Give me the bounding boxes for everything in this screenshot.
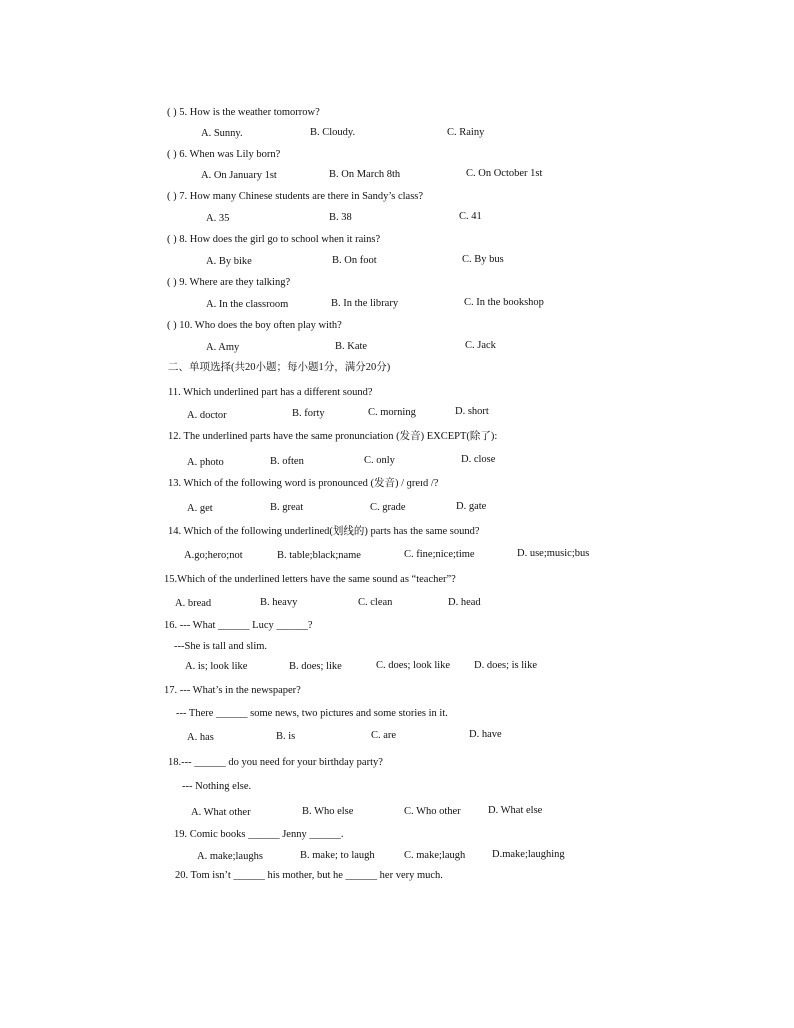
- q8-option-b: B. On foot: [332, 255, 377, 266]
- question-19: 19. Comic books ______ Jenny ______.: [174, 829, 344, 840]
- q9-option-c: C. In the bookshop: [464, 297, 544, 308]
- q11-option-a: A. doctor: [187, 410, 227, 421]
- question-15: 15.Which of the underlined letters have the same sound as “teacher”?: [164, 574, 456, 585]
- q18-option-c: C. Who other: [404, 806, 461, 817]
- q8-option-c: C. By bus: [462, 254, 504, 265]
- q5-option-b: B. Cloudy.: [310, 127, 356, 138]
- q5-option-a: A. Sunny.: [201, 128, 243, 139]
- q18-option-b: B. Who else: [302, 806, 354, 817]
- question-18: 18.--- ______ do you need for your birthday party?: [168, 757, 383, 768]
- q6-option-a: A. On January 1st: [201, 170, 277, 181]
- q14-option-c: C. fine;nice;time: [404, 549, 475, 560]
- q12-option-c: C. only: [364, 455, 395, 466]
- q10-option-a: A. Amy: [206, 342, 240, 353]
- question-10: ( ) 10. Who does the boy often play with?: [167, 320, 342, 331]
- q6-option-b: B. On March 8th: [329, 169, 401, 180]
- question-20: 20. Tom isn’t ______ his mother, but he ______ her very much.: [175, 870, 443, 881]
- q14-option-a: A.go;hero;not: [184, 550, 243, 561]
- question-14: 14. Which of the following underlined(划线的) parts has the same sound?: [168, 526, 480, 537]
- q14-option-d: D. use;music;bus: [517, 548, 590, 559]
- question-8: ( ) 8. How does the girl go to school when it rains?: [167, 234, 381, 245]
- q12-option-a: A. photo: [187, 457, 224, 468]
- q13-option-d: D. gate: [456, 501, 487, 512]
- q9-option-b: B. In the library: [331, 298, 399, 309]
- question-9: ( ) 9. Where are they talking?: [167, 277, 291, 288]
- q16-option-a: A. is; look like: [185, 661, 248, 672]
- question-11: 11. Which underlined part has a different sound?: [168, 387, 373, 398]
- q14-option-b: B. table;black;name: [277, 550, 361, 561]
- question-12: 12. The underlined parts have the same pronunciation (发音) EXCEPT(除了):: [168, 431, 498, 442]
- q11-option-c: C. morning: [368, 407, 416, 418]
- question-7: ( ) 7. How many Chinese students are there in Sandy’s class?: [167, 191, 424, 202]
- question-17: 17. --- What’s in the newspaper?: [164, 685, 301, 696]
- q19-option-d: D.make;laughing: [492, 849, 565, 860]
- q5-option-c: C. Rainy: [447, 127, 485, 138]
- question-18-answer-line: --- Nothing else.: [182, 781, 252, 792]
- q13-option-a: A. get: [187, 503, 213, 514]
- q16-option-b: B. does; like: [289, 661, 342, 672]
- q19-option-b: B. make; to laugh: [300, 850, 375, 861]
- q10-option-c: C. Jack: [465, 340, 496, 351]
- section-2-title: 二、单项选择(共20小题；每小题1分，满分20分): [168, 362, 391, 373]
- q18-option-a: A. What other: [191, 807, 251, 818]
- q9-option-a: A. In the classroom: [206, 299, 289, 310]
- q7-option-c: C. 41: [459, 211, 482, 222]
- q19-option-c: C. make;laugh: [404, 850, 466, 861]
- q17-option-b: B. is: [276, 731, 296, 742]
- q18-option-d: D. What else: [488, 805, 543, 816]
- question-17-answer-line: --- There ______ some news, two pictures and some stories in it.: [176, 708, 448, 719]
- q15-option-c: C. clean: [358, 597, 393, 608]
- q13-option-c: C. grade: [370, 502, 406, 513]
- question-13: 13. Which of the following word is pronounced (发音) / ɡreɪd /?: [168, 478, 439, 489]
- question-6: ( ) 6. When was Lily born?: [167, 149, 281, 160]
- q6-option-c: C. On October 1st: [466, 168, 543, 179]
- q11-option-b: B. forty: [292, 408, 325, 419]
- question-5: ( ) 5. How is the weather tomorrow?: [167, 107, 320, 118]
- q15-option-a: A. bread: [175, 598, 212, 609]
- q8-option-a: A. By bike: [206, 256, 252, 267]
- q19-option-a: A. make;laughs: [197, 851, 263, 862]
- q16-option-c: C. does; look like: [376, 660, 451, 671]
- q16-option-d: D. does; is like: [474, 660, 537, 671]
- q17-option-d: D. have: [469, 729, 502, 740]
- question-16-answer-line: ---She is tall and slim.: [174, 641, 268, 652]
- q17-option-c: C. are: [371, 730, 397, 741]
- q17-option-a: A. has: [187, 732, 214, 743]
- question-16: 16. --- What ______ Lucy ______?: [164, 620, 313, 631]
- q7-option-a: A. 35: [206, 213, 230, 224]
- q13-option-b: B. great: [270, 502, 304, 513]
- q10-option-b: B. Kate: [335, 341, 368, 352]
- q11-option-d: D. short: [455, 406, 489, 417]
- q12-option-b: B. often: [270, 456, 304, 467]
- q15-option-b: B. heavy: [260, 597, 298, 608]
- q15-option-d: D. head: [448, 597, 481, 608]
- q12-option-d: D. close: [461, 454, 496, 465]
- q7-option-b: B. 38: [329, 212, 352, 223]
